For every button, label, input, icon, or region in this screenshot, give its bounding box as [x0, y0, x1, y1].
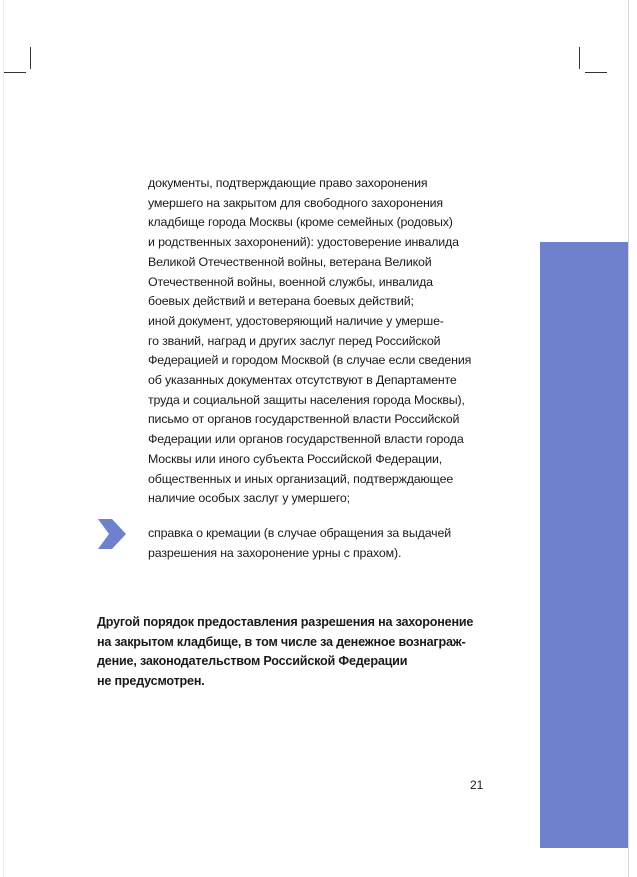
notice-line: дение, законодательством Российской Федерации — [97, 654, 408, 668]
main-line: и родственных захоронений): удостоверение инвалида — [148, 235, 459, 250]
main-line: го званий, наград и других заслуг перед Российской — [148, 333, 441, 348]
main-line: документы, подтверждающие право захоронения — [148, 176, 428, 190]
notice-line: на закрытом кладбище, в том числе за денежное вознаграж- — [97, 634, 466, 649]
main-paragraph — [148, 174, 520, 509]
notice-paragraph — [97, 613, 537, 691]
cremation-list-item — [148, 524, 520, 563]
main-line: общественных и иных организаций, подтверждающее — [148, 471, 454, 486]
main-line: труда и социальной защиты населения города Москвы), — [148, 392, 465, 407]
crop-mark-top-left-v — [30, 47, 31, 69]
crop-mark-top-right-v — [579, 47, 580, 69]
main-line: Федерации или органов государственной власти города — [148, 432, 464, 447]
accent-side-bar — [540, 242, 628, 848]
main-line: Москвы или иного субъекта Российской Федерации, — [148, 451, 443, 466]
page-edge-left — [3, 0, 4, 877]
notice-line: Другой порядок предоставления разрешения на захоронение — [97, 615, 474, 629]
page-number: 21 — [470, 778, 484, 792]
main-line: об указанных документах отсутствуют в Департаменте — [148, 373, 457, 388]
crop-mark-top-right-h — [585, 72, 607, 73]
crop-mark-top-left-h — [4, 72, 26, 73]
cremation-line: разрешения на захоронение урны с прахом). — [148, 545, 402, 560]
cremation-line: справка о кремации (в случае обращения за выдачей — [148, 526, 451, 540]
main-line: умершего на закрытом для свободного захоронения — [148, 195, 443, 210]
page-edge-right — [628, 0, 629, 877]
main-line: Отечественной войны, военной службы, инвалида — [148, 274, 433, 289]
main-line: иной документ, удостоверяющий наличие у умерше- — [148, 313, 444, 328]
main-line: наличие особых заслуг у умершего; — [148, 491, 350, 506]
notice-line: не предусмотрен. — [97, 673, 205, 688]
main-line: кладбище города Москвы (кроме семейных (родовых) — [148, 215, 453, 230]
main-line: боевых действий и ветерана боевых действий; — [148, 294, 414, 309]
main-line: Великой Отечественной войны, ветерана Великой — [148, 254, 432, 269]
main-line: Федерацией и городом Москвой (в случае если сведения — [148, 353, 472, 368]
main-line: письмо от органов государственной власти Российской — [148, 412, 460, 427]
chevron-right-icon — [94, 517, 128, 551]
